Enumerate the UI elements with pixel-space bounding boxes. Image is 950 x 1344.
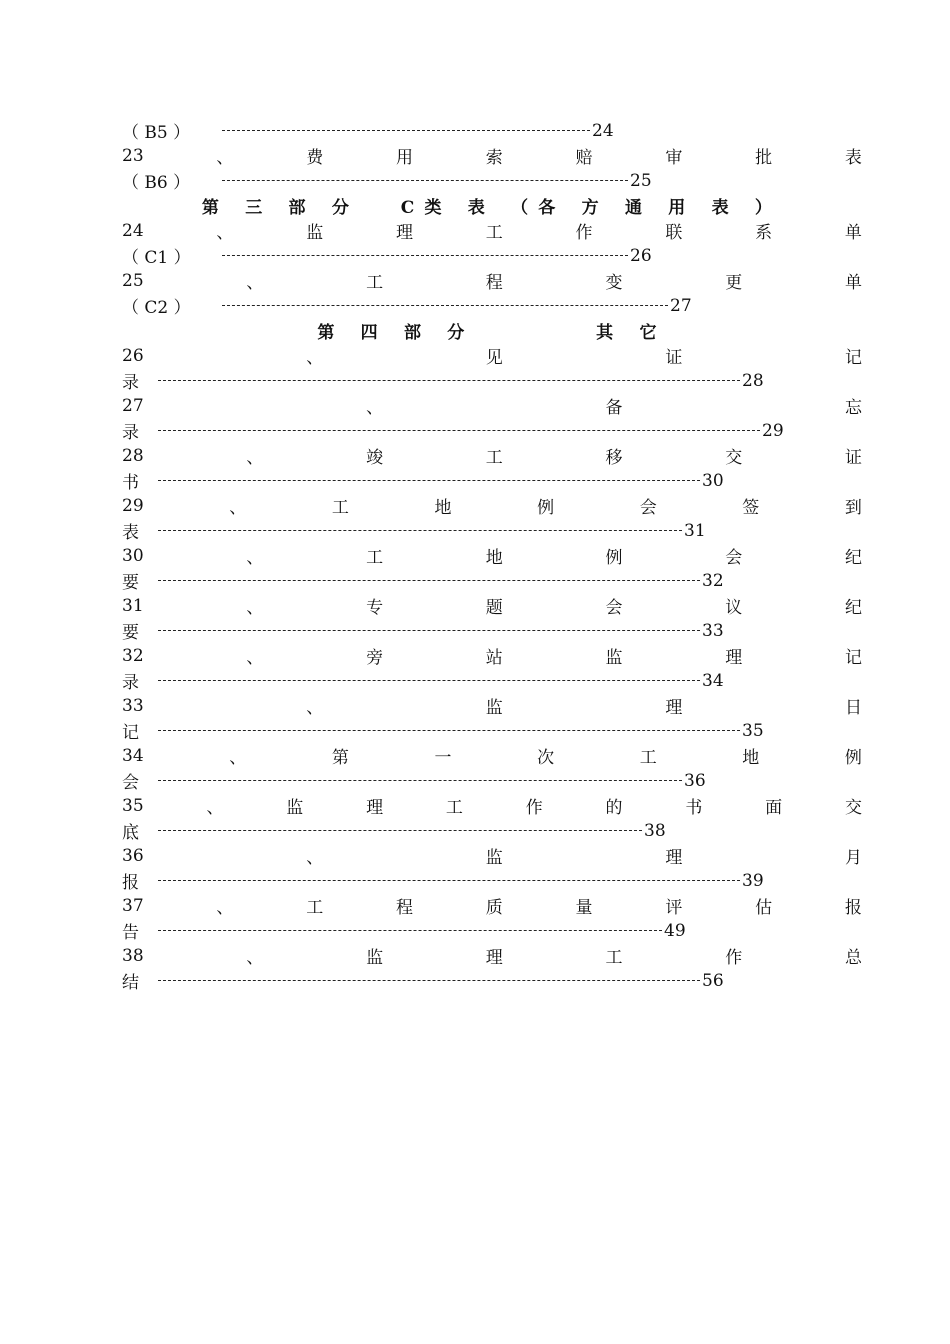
section-heading bbox=[122, 318, 862, 343]
entry-char: 到 bbox=[844, 498, 862, 518]
entry-char: 会 bbox=[725, 548, 743, 568]
section-heading-text: 第 三 部 分 bbox=[201, 198, 360, 218]
entry-char: 、 bbox=[229, 748, 247, 768]
entry-char: 日 bbox=[844, 698, 862, 718]
page-number: 30 bbox=[702, 470, 724, 491]
page-number: 34 bbox=[702, 670, 724, 691]
entry-number: 25 bbox=[122, 270, 144, 291]
entry-char: 题 bbox=[485, 598, 503, 618]
toc-entry-line bbox=[122, 893, 862, 918]
entry-char: 、 bbox=[306, 348, 324, 368]
entry-char: 工 bbox=[331, 498, 349, 518]
page-number: 49 bbox=[664, 920, 686, 941]
page-number: 56 bbox=[702, 970, 724, 991]
entry-char: 估 bbox=[755, 898, 773, 918]
entry-char: 工 bbox=[445, 798, 463, 818]
leader-dashes bbox=[158, 980, 700, 981]
page-number: 24 bbox=[592, 120, 614, 141]
leader-dashes bbox=[222, 130, 590, 131]
entry-char: 专 bbox=[366, 598, 384, 618]
entry-char: 的 bbox=[605, 798, 623, 818]
toc-leader-line bbox=[122, 768, 862, 793]
entry-char: 地 bbox=[485, 548, 503, 568]
entry-char: 纪 bbox=[844, 548, 862, 568]
entry-char: 监 bbox=[485, 848, 503, 868]
toc-leader-line bbox=[122, 918, 862, 943]
leader-dashes bbox=[158, 780, 682, 781]
toc-entry-line bbox=[122, 493, 862, 518]
leader-dashes bbox=[158, 530, 682, 531]
entry-char: 月 bbox=[844, 848, 862, 868]
page-number: 39 bbox=[742, 870, 764, 891]
leader-dashes bbox=[158, 580, 700, 581]
entry-char: 监 bbox=[286, 798, 304, 818]
entry-char: 理 bbox=[395, 223, 413, 243]
entry-char: 例 bbox=[605, 548, 623, 568]
entry-char: 、 bbox=[366, 398, 384, 418]
entry-char: 备 bbox=[605, 398, 623, 418]
entry-char: 签 bbox=[742, 498, 760, 518]
toc-entry-text: （ C2 ） bbox=[122, 298, 191, 318]
entry-char: 证 bbox=[665, 348, 683, 368]
page-number: 29 bbox=[762, 420, 784, 441]
section-heading-text: 其 它 bbox=[596, 323, 667, 343]
toc-leader-line bbox=[122, 243, 862, 268]
leader-dashes bbox=[222, 255, 628, 256]
toc-entry-line bbox=[122, 268, 862, 293]
leader-dashes bbox=[222, 305, 668, 306]
entry-char: 证 bbox=[844, 448, 862, 468]
entry-char: 工 bbox=[485, 223, 503, 243]
entry-char: 、 bbox=[246, 448, 264, 468]
entry-char: 工 bbox=[639, 748, 657, 768]
leader-dashes bbox=[158, 430, 760, 431]
toc-leader-line bbox=[122, 618, 862, 643]
entry-number: 27 bbox=[122, 395, 144, 416]
entry-char: 单 bbox=[844, 273, 862, 293]
toc-entry-text: 录 bbox=[122, 673, 139, 693]
toc-leader-line bbox=[122, 468, 862, 493]
leader-dashes bbox=[158, 730, 740, 731]
toc-entry-line bbox=[122, 343, 862, 368]
entry-char: 、 bbox=[246, 548, 264, 568]
toc-leader-line bbox=[122, 368, 862, 393]
entry-char: 旁 bbox=[366, 648, 384, 668]
toc-entry-line bbox=[122, 393, 862, 418]
entry-char: 理 bbox=[485, 948, 503, 968]
entry-char: 、 bbox=[306, 698, 324, 718]
entry-char: 审 bbox=[665, 148, 683, 168]
toc-entry-text: 底 bbox=[122, 823, 139, 843]
entry-char: 批 bbox=[755, 148, 773, 168]
entry-char: 报 bbox=[844, 898, 862, 918]
entry-char: 监 bbox=[605, 648, 623, 668]
toc-entry-line bbox=[122, 593, 862, 618]
entry-char: 工 bbox=[306, 898, 324, 918]
entry-char: 变 bbox=[605, 273, 623, 293]
entry-number: 38 bbox=[122, 945, 144, 966]
entry-char: 一 bbox=[434, 748, 452, 768]
entry-char: 程 bbox=[395, 898, 413, 918]
toc-entry-line bbox=[122, 143, 862, 168]
entry-number: 32 bbox=[122, 645, 144, 666]
entry-char: 记 bbox=[844, 648, 862, 668]
entry-char: 联 bbox=[665, 223, 683, 243]
toc-entry-line bbox=[122, 943, 862, 968]
entry-char: 、 bbox=[229, 498, 247, 518]
entry-char: 、 bbox=[216, 898, 234, 918]
entry-char: 量 bbox=[575, 898, 593, 918]
page-number: 28 bbox=[742, 370, 764, 391]
toc-entry-text: 记 bbox=[122, 723, 139, 743]
entry-char: 作 bbox=[575, 223, 593, 243]
entry-number: 36 bbox=[122, 845, 144, 866]
entry-char: 移 bbox=[605, 448, 623, 468]
page-number: 35 bbox=[742, 720, 764, 741]
toc-entry-text: （ C1 ） bbox=[122, 248, 191, 268]
toc-leader-line bbox=[122, 968, 862, 993]
toc-entry-line bbox=[122, 793, 862, 818]
entry-char: 、 bbox=[246, 273, 264, 293]
entry-char: 理 bbox=[665, 848, 683, 868]
entry-char: 监 bbox=[306, 223, 324, 243]
toc-entry-text: 要 bbox=[122, 623, 139, 643]
toc-leader-line bbox=[122, 518, 862, 543]
toc-entry-text: （ B5 ） bbox=[122, 123, 191, 143]
entry-char: 作 bbox=[725, 948, 743, 968]
entry-char: 议 bbox=[725, 598, 743, 618]
entry-char: 系 bbox=[755, 223, 773, 243]
entry-number: 30 bbox=[122, 545, 144, 566]
toc-entry-text: 表 bbox=[122, 523, 139, 543]
entry-char: 交 bbox=[725, 448, 743, 468]
entry-char: 记 bbox=[844, 348, 862, 368]
toc-leader-line bbox=[122, 168, 862, 193]
toc-entry-text: 告 bbox=[122, 923, 139, 943]
toc-entry-line bbox=[122, 643, 862, 668]
toc-leader-line bbox=[122, 293, 862, 318]
entry-char: 会 bbox=[605, 598, 623, 618]
entry-char: 会 bbox=[639, 498, 657, 518]
entry-char: 、 bbox=[246, 598, 264, 618]
entry-char: 用 bbox=[395, 148, 413, 168]
table-of-contents bbox=[122, 118, 862, 993]
entry-char: 交 bbox=[844, 798, 862, 818]
section-heading-text: 第 四 部 分 bbox=[317, 323, 475, 343]
entry-number: 29 bbox=[122, 495, 144, 516]
toc-leader-line bbox=[122, 718, 862, 743]
entry-char: 作 bbox=[525, 798, 543, 818]
toc-entry-line bbox=[122, 693, 862, 718]
entry-char: 例 bbox=[844, 748, 862, 768]
toc-entry-line bbox=[122, 543, 862, 568]
toc-entry-text: 结 bbox=[122, 973, 139, 993]
entry-char: 理 bbox=[725, 648, 743, 668]
leader-dashes bbox=[158, 480, 700, 481]
entry-char: 纪 bbox=[844, 598, 862, 618]
entry-char: 质 bbox=[485, 898, 503, 918]
entry-char: 、 bbox=[216, 223, 234, 243]
entry-char: 站 bbox=[485, 648, 503, 668]
entry-char: 次 bbox=[537, 748, 555, 768]
page-number: 33 bbox=[702, 620, 724, 641]
entry-char: 工 bbox=[366, 273, 384, 293]
page-number: 26 bbox=[630, 245, 652, 266]
entry-number: 24 bbox=[122, 220, 144, 241]
entry-number: 33 bbox=[122, 695, 144, 716]
leader-dashes bbox=[158, 380, 740, 381]
entry-char: 工 bbox=[485, 448, 503, 468]
leader-dashes bbox=[158, 680, 700, 681]
entry-char: 工 bbox=[366, 548, 384, 568]
page-number: 38 bbox=[644, 820, 666, 841]
toc-leader-line bbox=[122, 118, 862, 143]
entry-number: 31 bbox=[122, 595, 144, 616]
toc-entry-text: 书 bbox=[122, 473, 139, 493]
entry-char: 程 bbox=[485, 273, 503, 293]
toc-entry-text: 要 bbox=[122, 573, 139, 593]
page-number: 27 bbox=[670, 295, 692, 316]
toc-entry-line bbox=[122, 743, 862, 768]
entry-number: 28 bbox=[122, 445, 144, 466]
leader-dashes bbox=[158, 630, 700, 631]
leader-dashes bbox=[222, 180, 628, 181]
entry-char: 、 bbox=[306, 848, 324, 868]
toc-leader-line bbox=[122, 568, 862, 593]
entry-char: 地 bbox=[742, 748, 760, 768]
entry-char: 费 bbox=[306, 148, 324, 168]
entry-number: 26 bbox=[122, 345, 144, 366]
entry-char: 监 bbox=[366, 948, 384, 968]
entry-char: 第 bbox=[331, 748, 349, 768]
entry-char: 索 bbox=[485, 148, 503, 168]
entry-char: 理 bbox=[366, 798, 384, 818]
entry-number: 37 bbox=[122, 895, 144, 916]
entry-char: 工 bbox=[605, 948, 623, 968]
section-heading bbox=[122, 193, 862, 218]
entry-number: 35 bbox=[122, 795, 144, 816]
entry-char: 地 bbox=[434, 498, 452, 518]
toc-entry-text: 会 bbox=[122, 773, 139, 793]
page-number: 32 bbox=[702, 570, 724, 591]
entry-char: 表 bbox=[844, 148, 862, 168]
toc-leader-line bbox=[122, 668, 862, 693]
entry-char: 竣 bbox=[366, 448, 384, 468]
entry-char: 评 bbox=[665, 898, 683, 918]
entry-char: 总 bbox=[844, 948, 862, 968]
entry-number: 34 bbox=[122, 745, 144, 766]
leader-dashes bbox=[158, 880, 740, 881]
page-number: 36 bbox=[684, 770, 706, 791]
toc-entry-text: 报 bbox=[122, 873, 139, 893]
toc-leader-line bbox=[122, 818, 862, 843]
page-number: 25 bbox=[630, 170, 652, 191]
entry-char: 理 bbox=[665, 698, 683, 718]
entry-char: 例 bbox=[537, 498, 555, 518]
entry-char: 面 bbox=[765, 798, 783, 818]
entry-char: 忘 bbox=[845, 398, 862, 418]
toc-entry-line bbox=[122, 843, 862, 868]
entry-char: 更 bbox=[725, 273, 743, 293]
toc-entry-text: 录 bbox=[122, 423, 139, 443]
entry-char: 赔 bbox=[575, 148, 593, 168]
entry-char: 见 bbox=[485, 348, 503, 368]
page-number: 31 bbox=[684, 520, 706, 541]
entry-number: 23 bbox=[122, 145, 144, 166]
leader-dashes bbox=[158, 830, 642, 831]
toc-entry-line bbox=[122, 218, 862, 243]
entry-char: 书 bbox=[685, 798, 703, 818]
toc-leader-line bbox=[122, 418, 862, 443]
toc-leader-line bbox=[122, 868, 862, 893]
toc-entry-text: 录 bbox=[122, 373, 139, 393]
entry-char: 监 bbox=[485, 698, 503, 718]
entry-char: 、 bbox=[206, 798, 224, 818]
entry-char: 单 bbox=[844, 223, 862, 243]
entry-char: 、 bbox=[216, 148, 234, 168]
toc-entry-text: （ B6 ） bbox=[122, 173, 191, 193]
entry-char: 、 bbox=[246, 648, 264, 668]
toc-entry-line bbox=[122, 443, 862, 468]
entry-char: 、 bbox=[246, 948, 264, 968]
section-heading-text: C类 表 （各 方 通 用 表 ） bbox=[400, 198, 783, 218]
leader-dashes bbox=[158, 930, 662, 931]
